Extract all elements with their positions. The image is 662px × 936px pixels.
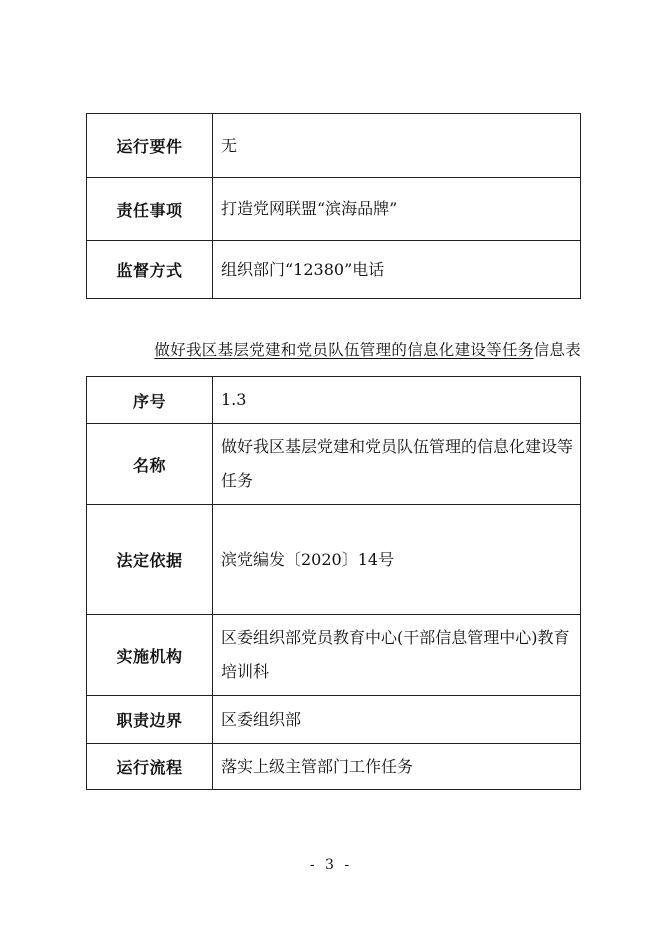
- row-label: 运行流程: [87, 744, 213, 790]
- row-label: 职责边界: [87, 696, 213, 744]
- table-row: [87, 615, 581, 696]
- row-value: 滨党编发〔2020〕14号: [213, 505, 581, 615]
- table-row: [87, 241, 581, 299]
- row-label: 监督方式: [87, 241, 213, 299]
- table-caption: [86, 338, 581, 360]
- table-row: [87, 505, 581, 615]
- row-label: 名称: [87, 424, 213, 505]
- row-value: 区委组织部: [213, 696, 581, 744]
- row-value: 1.3: [213, 377, 581, 424]
- table-row: [87, 696, 581, 744]
- task-info-table: [86, 376, 581, 790]
- row-label: 实施机构: [87, 615, 213, 696]
- row-value: 区委组织部党员教育中心(干部信息管理中心)教育培训科: [213, 615, 581, 696]
- table-row: [87, 114, 581, 178]
- table-row: [87, 744, 581, 790]
- table-row: [87, 178, 581, 241]
- table-row: [87, 377, 581, 424]
- row-label: 法定依据: [87, 505, 213, 615]
- row-value: 打造党网联盟“滨海品牌”: [213, 178, 581, 241]
- row-value: 做好我区基层党建和党员队伍管理的信息化建设等任务: [213, 424, 581, 505]
- page-number: - 3 -: [309, 857, 353, 873]
- row-value: 组织部门“12380”电话: [213, 241, 581, 299]
- caption-suffix: 信息表: [533, 341, 581, 359]
- row-label: 责任事项: [87, 178, 213, 241]
- caption-task-name: 做好我区基层党建和党员队伍管理的信息化建设等任务: [154, 341, 534, 359]
- row-label: 序号: [87, 377, 213, 424]
- row-value: 无: [213, 114, 581, 178]
- row-label: 运行要件: [87, 114, 213, 178]
- row-value: 落实上级主管部门工作任务: [213, 744, 581, 790]
- table-row: [87, 424, 581, 505]
- responsibility-table-top: [86, 113, 581, 299]
